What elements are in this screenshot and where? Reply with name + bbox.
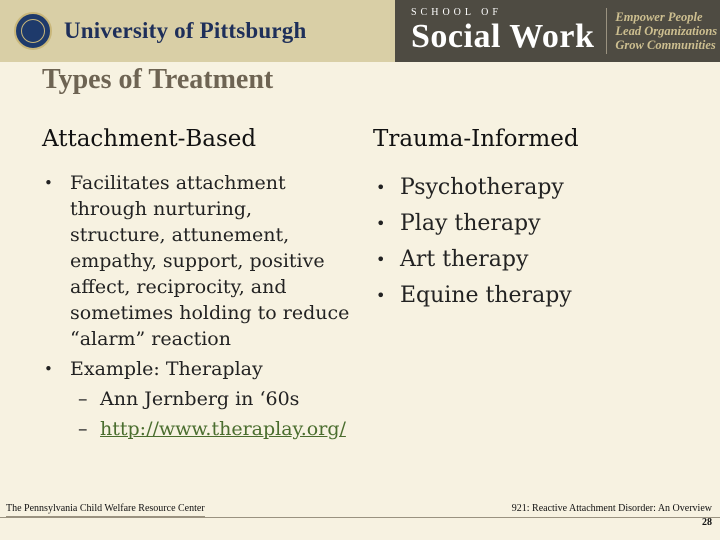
bullet-text: Example: Theraplay <box>70 358 263 380</box>
bullet-icon: • <box>44 174 53 192</box>
theraplay-link[interactable]: http://www.theraplay.org/ <box>100 418 346 440</box>
bullet-text: Psychotherapy <box>400 175 564 200</box>
header-banner <box>0 0 720 62</box>
footer-course-title: 921: Reactive Attachment Disorder: An Overview <box>511 503 712 514</box>
list-item <box>42 170 352 352</box>
university-seal-icon <box>14 12 52 50</box>
bullet-text: Equine therapy <box>400 283 572 308</box>
tagline: Grow Communities <box>615 38 716 52</box>
page-number: 28 <box>702 517 712 528</box>
bullet-icon: • <box>44 360 53 378</box>
banner-divider <box>606 8 607 54</box>
school-logo <box>411 8 594 54</box>
tagline: Empower People <box>615 10 703 24</box>
tagline: Lead Organizations <box>615 24 718 38</box>
left-column-heading: Attachment-Based <box>42 126 257 152</box>
slide-title: Types of Treatment <box>42 64 274 95</box>
list-item <box>370 170 690 206</box>
left-column <box>42 170 352 442</box>
university-name: University of Pittsburgh <box>64 18 307 43</box>
list-item <box>370 278 690 314</box>
bullet-text: Play therapy <box>400 211 541 236</box>
sub-item-text: Ann Jernberg in ‘60s <box>100 388 300 410</box>
school-name: Social Work <box>411 18 595 55</box>
dash-icon: – <box>78 388 88 410</box>
bullet-icon: • <box>376 250 386 269</box>
university-banner <box>0 0 395 62</box>
list-item <box>370 206 690 242</box>
school-banner <box>395 0 720 62</box>
bullet-text: Facilitates attachment through nurturing, structure, attunement, empathy, support, positive affect, reciprocity, and sometimes holding to reduce “alarm” reaction <box>70 172 350 350</box>
taglines <box>615 10 717 52</box>
bullet-icon: • <box>376 286 386 305</box>
right-column-heading: Trauma-Informed <box>373 126 579 152</box>
footer-organization: The Pennsylvania Child Welfare Resource Center <box>6 503 205 517</box>
bullet-text: Art therapy <box>400 247 529 272</box>
list-item <box>42 356 352 382</box>
list-item <box>370 242 690 278</box>
sub-list-item <box>42 386 352 412</box>
bullet-icon: • <box>376 214 386 233</box>
school-of-label: SCHOOL OF <box>411 7 502 18</box>
dash-icon: – <box>78 418 88 440</box>
footer-divider <box>0 517 720 518</box>
sub-list-item <box>42 416 352 442</box>
bullet-icon: • <box>376 178 386 197</box>
footer <box>0 497 720 540</box>
right-column <box>370 170 690 314</box>
